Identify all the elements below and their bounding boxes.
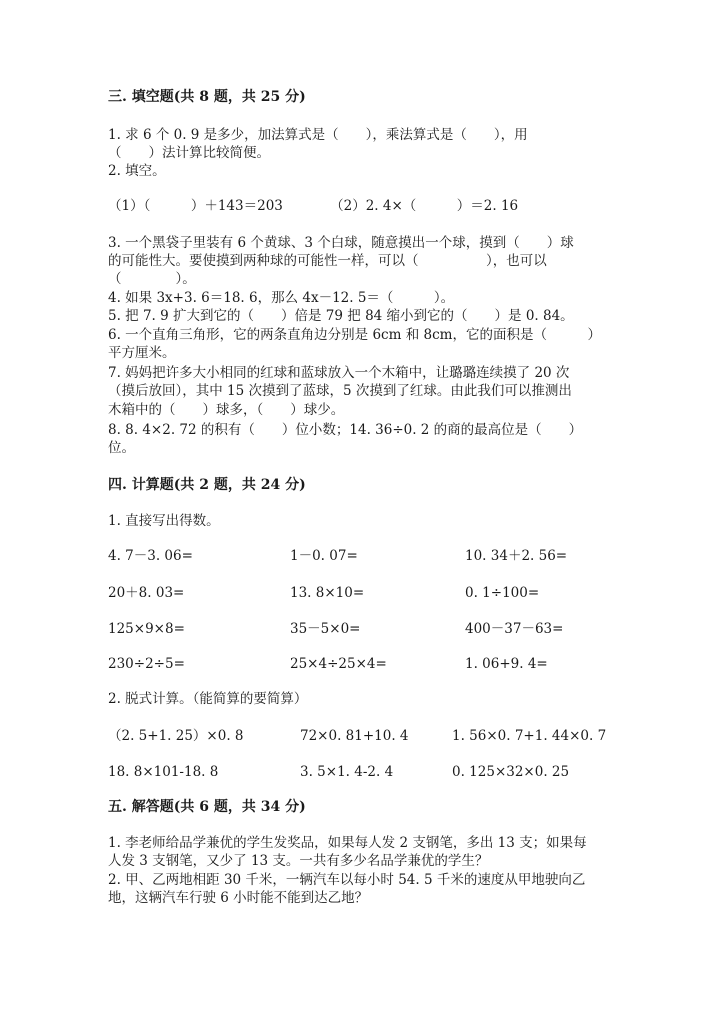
s3-line: （ ）法计算比较简便。 <box>108 145 270 161</box>
section-3-title: 三. 填空题(共 8 题，共 25 分) <box>108 89 306 105</box>
s3-line: 的可能性大。要使摸到两种球的可能性一样，可以（ ），也可以 <box>108 253 547 269</box>
s3-line: 1. 求 6 个 0. 9 是多少，加法算式是（ ），乘法算式是（ ），用 <box>108 127 528 143</box>
calc-cell: 400－37－63= <box>465 621 564 637</box>
s5-line: 人发 3 支钢笔，又少了 13 支。一共有多少名品学兼优的学生？ <box>108 853 489 869</box>
calc-cell: 72×0. 81+10. 4 <box>300 728 409 744</box>
s3-line: 位。 <box>108 440 135 456</box>
calc-cell: 25×4÷25×4= <box>290 656 387 672</box>
section-5-title: 五. 解答题(共 6 题，共 34 分) <box>108 799 306 815</box>
s3-line: 6. 一个直角三角形，它的两条直角边分别是 6cm 和 8cm，它的面积是（ ） <box>108 327 601 343</box>
s5-line: 地，这辆汽车行驶 6 小时能不能到达乙地？ <box>108 890 369 906</box>
section-4-title: 四. 计算题(共 2 题，共 24 分) <box>108 477 306 493</box>
s3-line: 2. 填空。 <box>108 163 166 179</box>
calc-cell: 230÷2÷5= <box>108 656 185 672</box>
s4-q1-label: 1. 直接写出得数。 <box>108 513 220 529</box>
s3-line: 5. 把 7. 9 扩大到它的（ ）倍是 79 把 84 缩小到它的（ ）是 0. 84。 <box>108 308 574 324</box>
s3-line: 平方厘米。 <box>108 345 176 361</box>
calc-cell: 0. 1÷100= <box>465 585 540 601</box>
s3-line: 木箱中的（ ）球多，（ ）球少。 <box>108 402 345 418</box>
calc-cell: 125×9×8= <box>108 621 185 637</box>
s5-line: 2. 甲、乙两地相距 30 千米，一辆汽车以每小时 54. 5 千米的速度从甲地驶向乙 <box>108 872 586 888</box>
calc-cell: （2. 5+1. 25）×0. 8 <box>108 728 244 744</box>
s3-line: 3. 一个黑袋子里装有 6 个黄球、3 个白球，随意摸出一个球，摸到（ ）球 <box>108 235 574 251</box>
s3-line: 8. 8. 4×2. 72 的积有（ ）位小数；14. 36÷0. 2 的商的最高位是（ ） <box>108 422 583 438</box>
calc-cell: 1. 06+9. 4= <box>465 656 548 672</box>
calc-cell: 13. 8×10= <box>290 585 365 601</box>
calc-cell: 10. 34＋2. 56= <box>465 548 568 564</box>
s3-line: （摸后放回），其中 15 次摸到了蓝球，5 次摸到了红球。由此我们可以推测出 <box>108 383 572 399</box>
calc-cell: 1. 56×0. 7+1. 44×0. 7 <box>452 728 607 744</box>
s3-line: （ ）。 <box>108 271 196 287</box>
s3-line: 7. 妈妈把许多大小相同的红球和蓝球放入一个木箱中，让璐璐连续摸了 20 次 <box>108 365 570 381</box>
s5-line: 1. 李老师给品学兼优的学生发奖品，如果每人发 2 支钢笔，多出 13 支；如果每 <box>108 835 587 851</box>
calc-cell: 4. 7－3. 06= <box>108 548 193 564</box>
calc-cell: 1－0. 07= <box>290 548 358 564</box>
calc-cell: 20＋8. 03= <box>108 585 185 601</box>
s3-line: （1）（ ）＋143＝203 （2）2. 4×（ ）＝2. 16 <box>108 198 519 214</box>
s3-line: 4. 如果 3x+3. 6＝18. 6，那么 4x－12. 5＝（ ）。 <box>108 290 455 306</box>
calc-cell: 3. 5×1. 4-2. 4 <box>300 764 394 780</box>
calc-cell: 35－5×0= <box>290 621 361 637</box>
calc-cell: 0. 125×32×0. 25 <box>452 764 570 780</box>
calc-cell: 18. 8×101-18. 8 <box>108 764 219 780</box>
s4-q2-label: 2. 脱式计算。（能简算的要简算） <box>108 691 308 707</box>
